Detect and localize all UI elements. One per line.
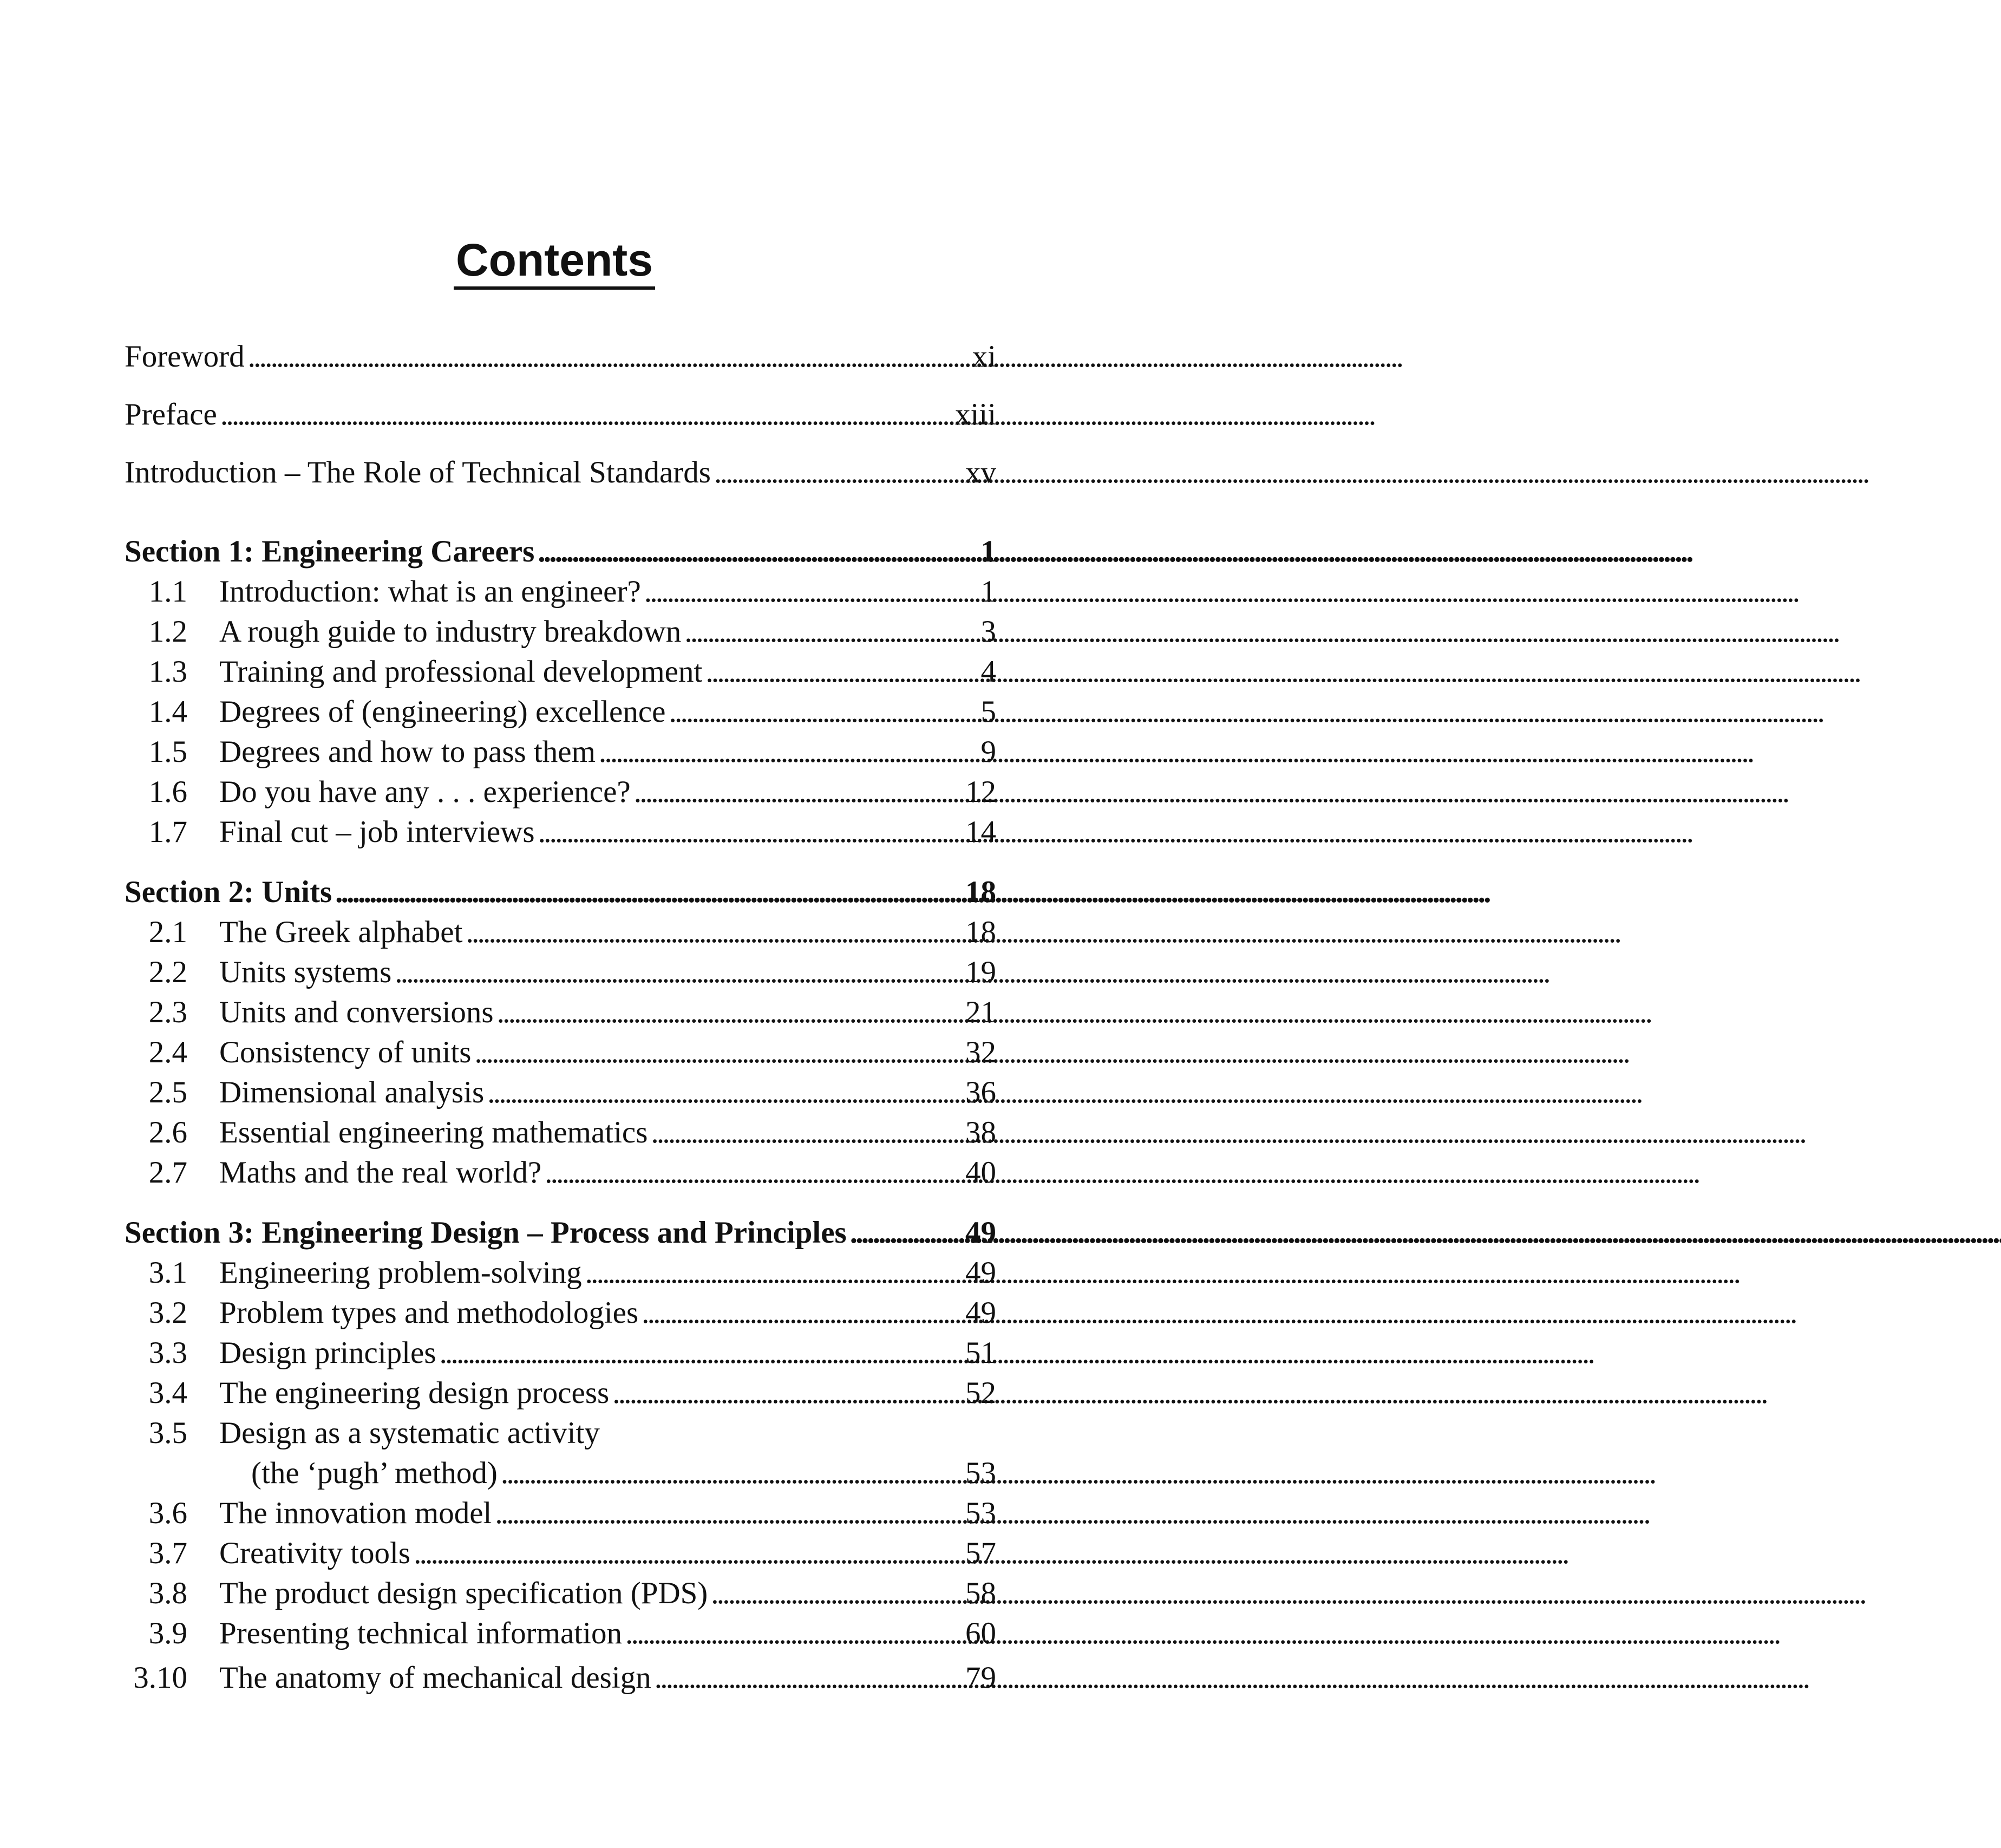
toc-entry[interactable] (125, 813, 996, 851)
toc-entry-label: Degrees and how to pass them (219, 735, 596, 769)
toc-entry-label: Engineering problem-solving (219, 1256, 582, 1290)
toc-entry-page: 40 (965, 1155, 996, 1190)
toc-entry-page: 4 (980, 655, 996, 689)
toc-entry-label: The Greek alphabet (219, 915, 463, 949)
toc-entry-label: The product design specification (PDS) (219, 1576, 708, 1610)
dot-leader (487, 1074, 958, 1112)
toc-entry-page: 60 (965, 1616, 996, 1650)
dot-leader (335, 873, 958, 911)
dot-leader (220, 396, 950, 434)
dot-leader (497, 994, 958, 1031)
dot-leader (850, 1214, 958, 1252)
toc-entry-label: Design principles (219, 1336, 436, 1370)
toc-section-page: 49 (965, 1216, 996, 1250)
toc-section-label: Section 3: Engineering Design – Process and Principles (125, 1216, 847, 1250)
toc-entry-page: 36 (965, 1075, 996, 1109)
toc-entry-page: 38 (965, 1115, 996, 1150)
page-title-text: Contents (454, 234, 655, 290)
toc-entry-continuation[interactable] (125, 1454, 996, 1492)
toc-entry-number: 3.6 (148, 1496, 187, 1530)
dot-leader (612, 1374, 958, 1412)
toc-entry-label: Design as a systematic activity (219, 1416, 600, 1450)
toc-entry-page: 79 (965, 1661, 996, 1695)
toc-entry-number: 2.7 (148, 1155, 187, 1190)
toc-entry-page: 53 (965, 1456, 996, 1490)
toc-entry-preface[interactable] (125, 396, 996, 434)
toc-entry-page: 14 (965, 815, 996, 849)
toc-entry-number: 3.7 (148, 1536, 187, 1570)
toc-entry-number: 1.4 (148, 695, 187, 729)
toc-entry-number: 2.6 (148, 1115, 187, 1150)
toc-entry-page: xiii (954, 397, 996, 432)
toc-entry[interactable] (125, 773, 996, 811)
dot-leader (495, 1494, 958, 1532)
toc-entry-number: 2.2 (148, 955, 187, 989)
toc-entry-label: Final cut – job interviews (219, 815, 535, 849)
toc-entry[interactable] (125, 1034, 996, 1072)
toc-entry-label-continuation: (the ‘pugh’ method) (251, 1456, 498, 1490)
toc-section-page: 18 (965, 875, 996, 909)
dot-leader (669, 693, 958, 731)
toc-section-label: Section 1: Engineering Careers (125, 534, 535, 569)
dot-leader (475, 1034, 959, 1072)
dot-leader (714, 454, 958, 492)
toc-entry-page: 32 (965, 1035, 996, 1069)
toc-entry-label: Degrees of (engineering) excellence (219, 695, 666, 729)
toc-entry-label: Introduction: what is an engineer? (219, 574, 641, 609)
toc-entry-label: The anatomy of mechanical design (219, 1661, 651, 1695)
toc-entry-number: 1.6 (148, 775, 187, 809)
toc-entry[interactable] (125, 1254, 996, 1292)
dot-leader (538, 533, 958, 571)
toc-entry-label: Introduction – The Role of Technical Standards (125, 455, 711, 489)
dot-leader (655, 1659, 958, 1697)
toc-entry[interactable] (125, 913, 996, 951)
dot-leader (634, 773, 958, 811)
toc-entry-number: 3.1 (148, 1256, 187, 1290)
toc-entry-page: 12 (965, 775, 996, 809)
dot-leader (501, 1454, 958, 1492)
toc-entry-label: Training and professional development (219, 655, 703, 689)
toc-entry-number: 1.3 (148, 655, 187, 689)
toc-entry-page: 51 (965, 1336, 996, 1370)
dot-leader (466, 913, 958, 951)
toc-entry[interactable] (125, 1575, 996, 1612)
toc-entry[interactable] (125, 613, 996, 651)
toc-entry-page: xi (972, 339, 996, 374)
toc-entry-number: 2.5 (148, 1075, 187, 1109)
dot-leader (248, 338, 958, 376)
toc-entry-page: 19 (965, 955, 996, 989)
toc-entry-label: The innovation model (219, 1496, 492, 1530)
toc-entry-page: 5 (980, 695, 996, 729)
dot-leader (625, 1615, 958, 1653)
toc-entry-label: A rough guide to industry breakdown (219, 615, 682, 649)
toc-entry-number: 3.5 (148, 1416, 187, 1450)
toc-entry-number: 3.4 (148, 1376, 187, 1410)
toc-entry[interactable] (125, 1414, 996, 1452)
toc-entry[interactable] (125, 1114, 996, 1152)
toc-entry[interactable] (125, 1294, 996, 1332)
toc-entry[interactable] (125, 1659, 996, 1697)
dot-leader (440, 1334, 958, 1372)
toc-entry-number: 2.1 (148, 915, 187, 949)
toc-section-label: Section 2: Units (125, 875, 332, 909)
dot-leader (585, 1254, 958, 1292)
page-title (0, 233, 1109, 287)
toc-entry-label: Preface (125, 397, 217, 432)
toc-entry-number: 1.2 (148, 615, 187, 649)
toc-entry-page: 49 (965, 1296, 996, 1330)
toc-entry[interactable] (125, 1494, 996, 1532)
dot-leader (705, 653, 958, 691)
toc-entry-foreword[interactable] (125, 338, 996, 376)
toc-entry-number: 3.3 (148, 1336, 187, 1370)
toc-entry-number: 1.5 (148, 735, 187, 769)
toc-section-2[interactable] (125, 873, 996, 911)
toc-entry[interactable] (125, 733, 996, 771)
dot-leader (545, 1154, 958, 1192)
toc-entry-label: Units systems (219, 955, 392, 989)
dot-leader (599, 733, 958, 771)
toc-entry-number: 3.2 (148, 1296, 187, 1330)
toc-entry-page: 57 (965, 1536, 996, 1570)
toc-entry-page: 21 (965, 995, 996, 1029)
toc-entry-number: 3.9 (148, 1616, 187, 1650)
toc-entry-label: Presenting technical information (219, 1616, 622, 1650)
toc-entry-label: Units and conversions (219, 995, 494, 1029)
toc-entry-page: 52 (965, 1376, 996, 1410)
toc-entry[interactable] (125, 693, 996, 731)
toc-entry-page: 49 (965, 1256, 996, 1290)
toc-entry-number: 2.4 (148, 1035, 187, 1069)
toc-entry-page: xv (965, 455, 996, 489)
toc-entry-label: The engineering design process (219, 1376, 610, 1410)
dot-leader (711, 1575, 958, 1612)
toc-section-page: 1 (980, 534, 996, 569)
toc-entry[interactable] (125, 994, 996, 1031)
toc-entry[interactable] (125, 653, 996, 691)
toc-entry[interactable] (125, 1534, 996, 1572)
toc-entry-label: Foreword (125, 339, 245, 374)
toc-entry-introduction[interactable] (125, 454, 996, 492)
toc-entry[interactable] (125, 1615, 996, 1653)
toc-entry-label: Creativity tools (219, 1536, 411, 1570)
toc-entry-number: 2.3 (148, 995, 187, 1029)
toc-section-1[interactable] (125, 533, 996, 571)
toc-entry-number: 3.10 (133, 1661, 187, 1695)
toc-entry-page: 58 (965, 1576, 996, 1610)
toc-entry[interactable] (125, 1074, 996, 1112)
toc-entry[interactable] (125, 573, 996, 611)
toc-entry-label: Dimensional analysis (219, 1075, 485, 1109)
toc-entry[interactable] (125, 1334, 996, 1372)
toc-entry-number: 1.1 (148, 574, 187, 609)
toc-entry-page: 18 (965, 915, 996, 949)
dot-leader (644, 573, 958, 611)
toc-entry-label: Maths and the real world? (219, 1155, 542, 1190)
toc-entry-label: Problem types and methodologies (219, 1296, 639, 1330)
dot-leader (642, 1294, 958, 1332)
toc-entry[interactable] (125, 1374, 996, 1412)
dot-leader (538, 813, 958, 851)
dot-leader (651, 1114, 958, 1152)
toc-entry[interactable] (125, 954, 996, 991)
toc-entry[interactable] (125, 1154, 996, 1192)
toc-entry-page: 9 (980, 735, 996, 769)
toc-entry-number: 3.8 (148, 1576, 187, 1610)
dot-leader (684, 613, 958, 651)
dot-leader (395, 954, 958, 991)
toc-entry-label: Consistency of units (219, 1035, 472, 1069)
toc-entry-number: 1.7 (148, 815, 187, 849)
toc-entry-page: 3 (980, 615, 996, 649)
toc-section-3[interactable] (125, 1214, 996, 1252)
dot-leader (414, 1534, 958, 1572)
toc-entry-page: 53 (965, 1496, 996, 1530)
toc-entry-page: 1 (980, 574, 996, 609)
toc-entry-label: Do you have any . . . experience? (219, 775, 631, 809)
toc-entry-label: Essential engineering mathematics (219, 1115, 648, 1150)
